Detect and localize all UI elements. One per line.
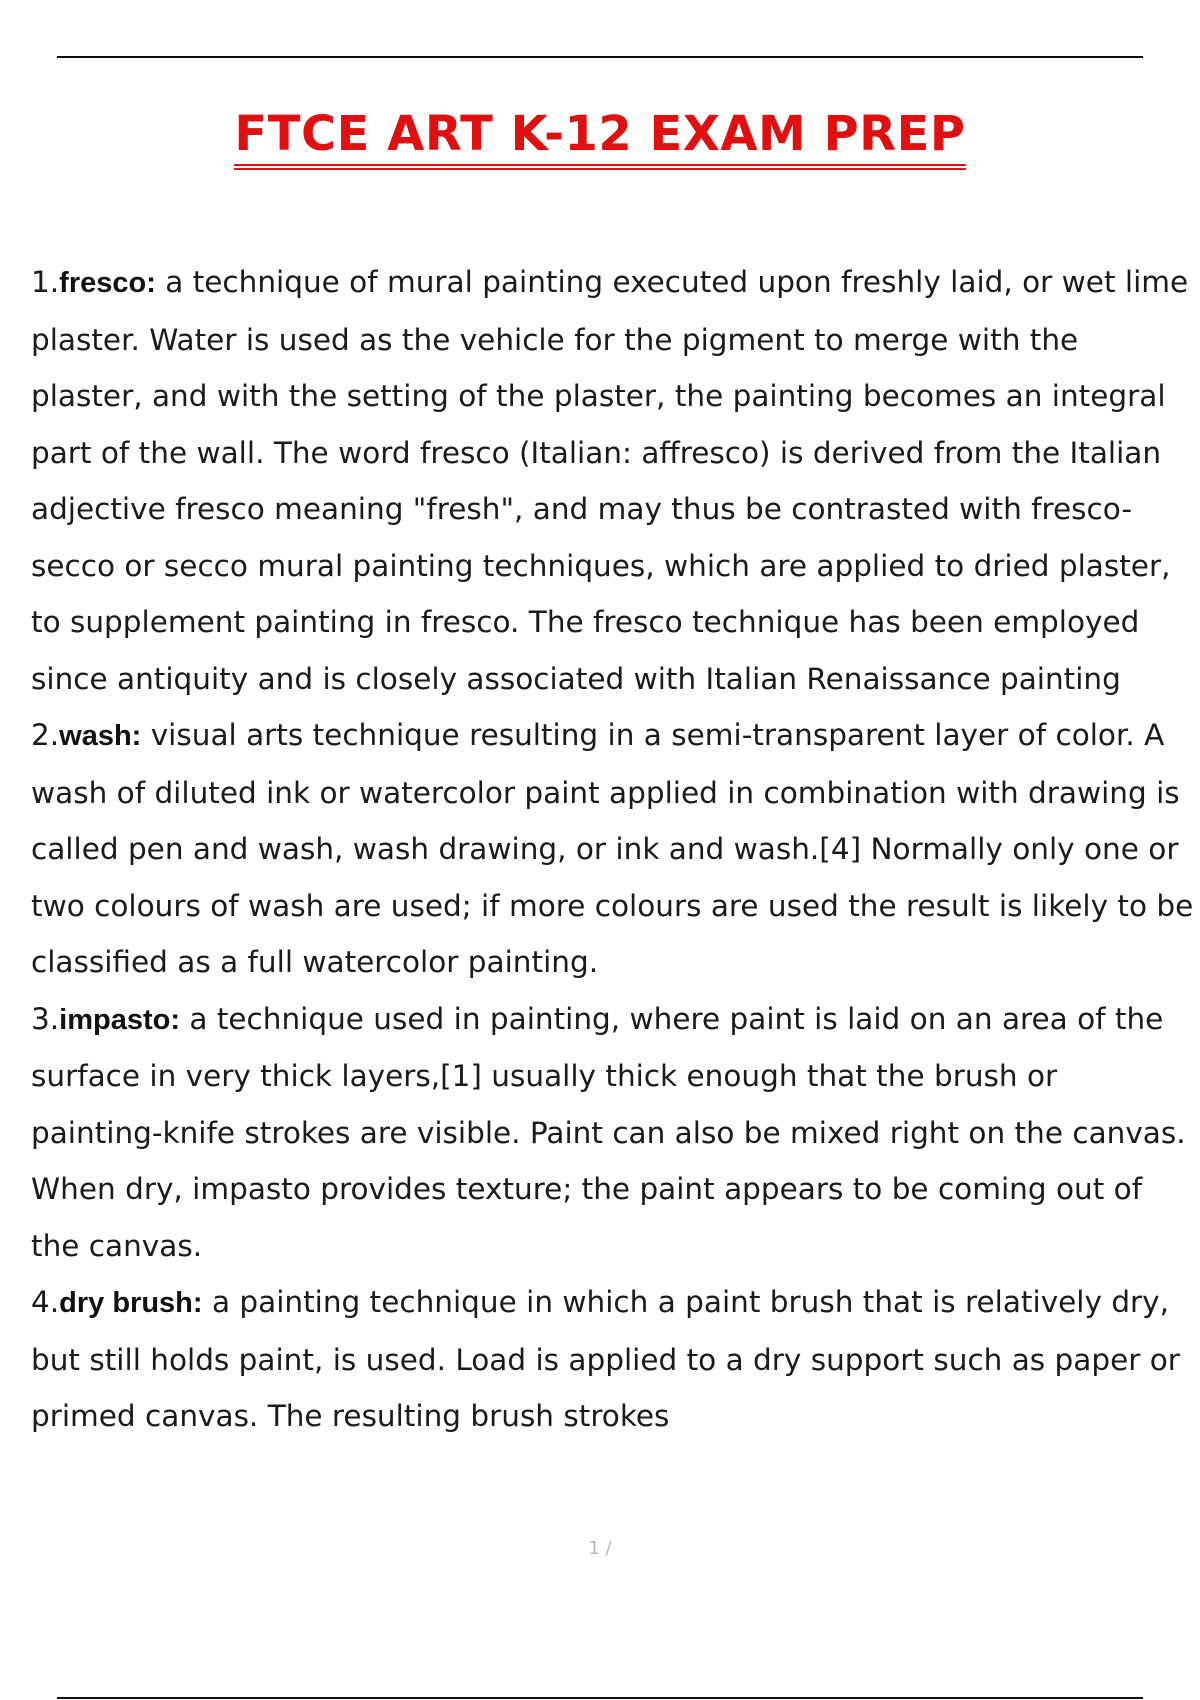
entry-definition: a painting technique in which a paint brush that is relatively dry, but still holds paint, is used. Load is applied to a dry support such as paper or primed canvas. The resulting brush strokes — [31, 1285, 1180, 1433]
page-number: 1 / — [588, 1538, 612, 1559]
entry-term: impasto: — [59, 1003, 180, 1036]
entry-definition: visual arts technique resulting in a semi-transparent layer of color. A wash of diluted ink or watercolor paint applied in combination with drawing is called pen and wash, wash drawing, or ink and wash.[4] Normally only one or two colours of wash are used; if more colours are used the result is likely to be classified as a full watercolor painting. — [31, 718, 1194, 979]
entry-definition: a technique used in painting, where paint is laid on an area of the surface in very thick layers,[1] usually thick enough that the brush or painting-knife strokes are visible. Paint can also be mixed right on the canvas. When dry, impasto provides texture; the paint appears to be coming out of the canvas. — [31, 1001, 1186, 1263]
entry-fresco — [31, 254, 1196, 707]
entry-dry-brush — [31, 1274, 1196, 1445]
entry-definition: a technique of mural painting executed upon freshly laid, or wet lime plaster. Water is used as the vehicle for the pigment to merge with the plaster, and with the setting of the plaster, the painting becomes an integral part of the wall. The word fresco (Italian: affresco) is derived from the Italian adjective fresco meaning "fresh", and may thus be contrasted with fresco-secco or secco mural painting techniques, which are applied to dried plaster, to supplement painting in fresco. The fresco technique has been employed since antiquity and is closely associated with Italian Renaissance painting — [31, 265, 1189, 696]
entry-term: wash: — [59, 720, 142, 752]
entry-number: 2. — [31, 718, 60, 752]
document-title: FTCE ART K-12 EXAM PREP — [234, 108, 965, 170]
top-rule — [57, 56, 1143, 58]
entry-term: fresco: — [59, 267, 156, 299]
entry-impasto — [31, 991, 1196, 1275]
entry-number: 4. — [31, 1285, 60, 1319]
title-container — [0, 108, 1200, 170]
entry-wash — [31, 707, 1196, 991]
entry-term: dry brush: — [59, 1287, 203, 1319]
entry-number: 1. — [31, 265, 60, 299]
bottom-rule — [57, 1697, 1143, 1699]
entry-number: 3. — [31, 1001, 60, 1036]
document-body — [31, 254, 1196, 1445]
